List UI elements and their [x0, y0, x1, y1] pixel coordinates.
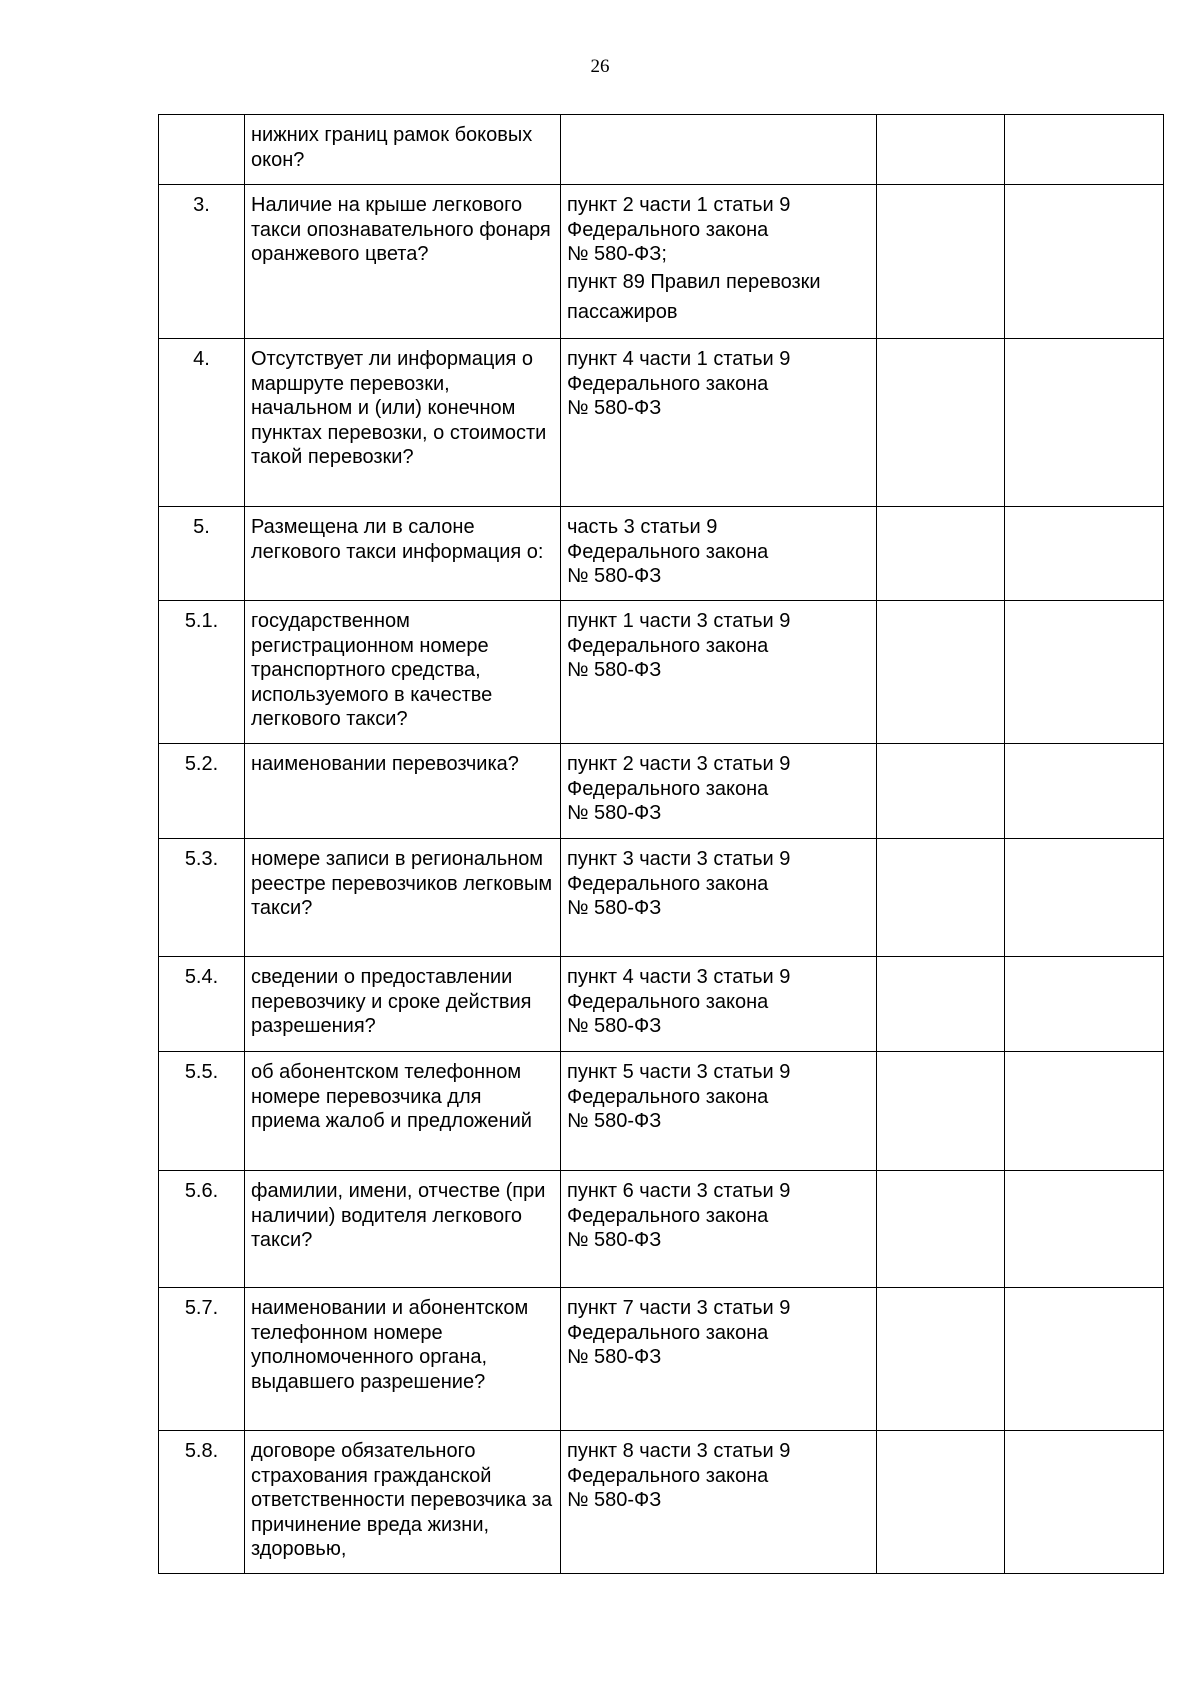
question-cell: нижних границ рамок боковых окон? — [245, 115, 561, 185]
row-number: 5.2. — [159, 744, 245, 839]
note-cell — [1005, 1431, 1164, 1574]
legal-reference-cell — [561, 185, 877, 339]
legal-reference-cell — [561, 744, 877, 839]
reference-line: пункт 2 части 3 статьи 9 — [567, 753, 791, 775]
reference-line: пункт 1 части 3 статьи 9 — [567, 610, 791, 632]
question-cell: об абонентском телефонном номере перевозчика для приема жалоб и предложений — [245, 1052, 561, 1171]
row-number: 5.3. — [159, 839, 245, 957]
legal-reference-cell — [561, 601, 877, 744]
answer-cell — [877, 339, 1005, 507]
answer-cell — [877, 601, 1005, 744]
reference-line: № 580-ФЗ — [567, 659, 662, 681]
row-number: 5.7. — [159, 1288, 245, 1431]
note-cell — [1005, 1052, 1164, 1171]
reference-line: пункт 4 части 3 статьи 9 — [567, 966, 791, 988]
row-number — [159, 115, 245, 185]
question-cell: номере записи в региональном реестре перевозчиков легковым такси? — [245, 839, 561, 957]
reference-line: Федерального закона — [567, 218, 769, 241]
legal-reference-cell — [561, 1171, 877, 1288]
reference-line: № 580-ФЗ — [567, 1346, 662, 1368]
note-cell — [1005, 744, 1164, 839]
reference-line: пассажиров — [567, 300, 678, 323]
reference-line: Федерального закона — [567, 540, 769, 563]
legal-reference-cell — [561, 839, 877, 957]
question-cell: договоре обязательного страхования гражданской ответственности перевозчика за причинение вреда жизни, здоровью, — [245, 1431, 561, 1574]
reference-line: № 580-ФЗ; — [567, 243, 667, 265]
legal-reference-cell — [561, 957, 877, 1052]
reference-line: пункт 3 части 3 статьи 9 — [567, 848, 791, 870]
table-row — [159, 1052, 1164, 1171]
answer-cell — [877, 839, 1005, 957]
legal-reference-cell — [561, 1431, 877, 1574]
table-row — [159, 744, 1164, 839]
row-number: 5.5. — [159, 1052, 245, 1171]
reference-line: пункт 8 части 3 статьи 9 — [567, 1440, 791, 1462]
reference-line: пункт 7 части 3 статьи 9 — [567, 1297, 791, 1319]
answer-cell — [877, 1052, 1005, 1171]
question-cell: сведении о предоставлении перевозчику и сроке действия разрешения? — [245, 957, 561, 1052]
row-number: 5.4. — [159, 957, 245, 1052]
reference-line: Федерального закона — [567, 777, 769, 800]
table-row — [159, 115, 1164, 185]
table-row — [159, 601, 1164, 744]
reference-line: Федерального закона — [567, 1321, 769, 1344]
answer-cell — [877, 115, 1005, 185]
note-cell — [1005, 957, 1164, 1052]
answer-cell — [877, 744, 1005, 839]
note-cell — [1005, 601, 1164, 744]
legal-reference-cell — [561, 507, 877, 601]
table-row — [159, 1431, 1164, 1574]
note-cell — [1005, 839, 1164, 957]
note-cell — [1005, 185, 1164, 339]
reference-line: № 580-ФЗ — [567, 802, 662, 824]
table-row — [159, 957, 1164, 1052]
reference-line: часть 3 статьи 9 — [567, 516, 718, 538]
question-cell: Размещена ли в салоне легкового такси информация о: — [245, 507, 561, 601]
answer-cell — [877, 1171, 1005, 1288]
answer-cell — [877, 1431, 1005, 1574]
legal-reference-cell — [561, 339, 877, 507]
reference-line: № 580-ФЗ — [567, 565, 662, 587]
reference-line: № 580-ФЗ — [567, 1110, 662, 1132]
reference-line: пункт 2 части 1 статьи 9 — [567, 194, 791, 216]
row-number: 5. — [159, 507, 245, 601]
table-row — [159, 185, 1164, 339]
row-number: 3. — [159, 185, 245, 339]
reference-line: № 580-ФЗ — [567, 897, 662, 919]
question-cell: фамилии, имени, отчестве (при наличии) водителя легкового такси? — [245, 1171, 561, 1288]
table-row — [159, 839, 1164, 957]
question-cell: наименовании перевозчика? — [245, 744, 561, 839]
legal-reference-cell — [561, 1052, 877, 1171]
table-row — [159, 1171, 1164, 1288]
question-cell: государственном регистрационном номере транспортного средства, используемого в качестве легкового такси? — [245, 601, 561, 744]
reference-line: пункт 6 части 3 статьи 9 — [567, 1180, 791, 1202]
note-cell — [1005, 339, 1164, 507]
reference-line: Федерального закона — [567, 634, 769, 657]
reference-line: Федерального закона — [567, 1464, 769, 1487]
reference-line: пункт 89 Правил перевозки — [567, 270, 821, 293]
reference-line: № 580-ФЗ — [567, 397, 662, 419]
question-cell: наименовании и абонентском телефонном номере уполномоченного органа, выдавшего разрешение? — [245, 1288, 561, 1431]
note-cell — [1005, 115, 1164, 185]
table-row — [159, 1288, 1164, 1431]
reference-line: № 580-ФЗ — [567, 1489, 662, 1511]
table-row — [159, 507, 1164, 601]
reference-line: Федерального закона — [567, 372, 769, 395]
checklist-table — [158, 114, 1164, 1574]
row-number: 5.6. — [159, 1171, 245, 1288]
note-cell — [1005, 1171, 1164, 1288]
legal-reference-cell — [561, 115, 877, 185]
legal-reference-cell — [561, 1288, 877, 1431]
table-row — [159, 339, 1164, 507]
row-number: 5.1. — [159, 601, 245, 744]
reference-line: № 580-ФЗ — [567, 1015, 662, 1037]
question-cell: Наличие на крыше легкового такси опознавательного фонаря оранжевого цвета? — [245, 185, 561, 339]
reference-line: пункт 4 части 1 статьи 9 — [567, 348, 791, 370]
row-number: 4. — [159, 339, 245, 507]
row-number: 5.8. — [159, 1431, 245, 1574]
reference-line: пункт 5 части 3 статьи 9 — [567, 1061, 791, 1083]
reference-line: Федерального закона — [567, 990, 769, 1013]
reference-line: Федерального закона — [567, 1204, 769, 1227]
answer-cell — [877, 507, 1005, 601]
reference-line: Федерального закона — [567, 1085, 769, 1108]
page-number: 26 — [590, 56, 610, 77]
note-cell — [1005, 507, 1164, 601]
answer-cell — [877, 957, 1005, 1052]
question-cell: Отсутствует ли информация о маршруте перевозки, начальном и (или) конечном пунктах перевозки, о стоимости такой перевозки? — [245, 339, 561, 507]
answer-cell — [877, 185, 1005, 339]
reference-line: Федерального закона — [567, 872, 769, 895]
reference-line: № 580-ФЗ — [567, 1229, 662, 1251]
answer-cell — [877, 1288, 1005, 1431]
note-cell — [1005, 1288, 1164, 1431]
